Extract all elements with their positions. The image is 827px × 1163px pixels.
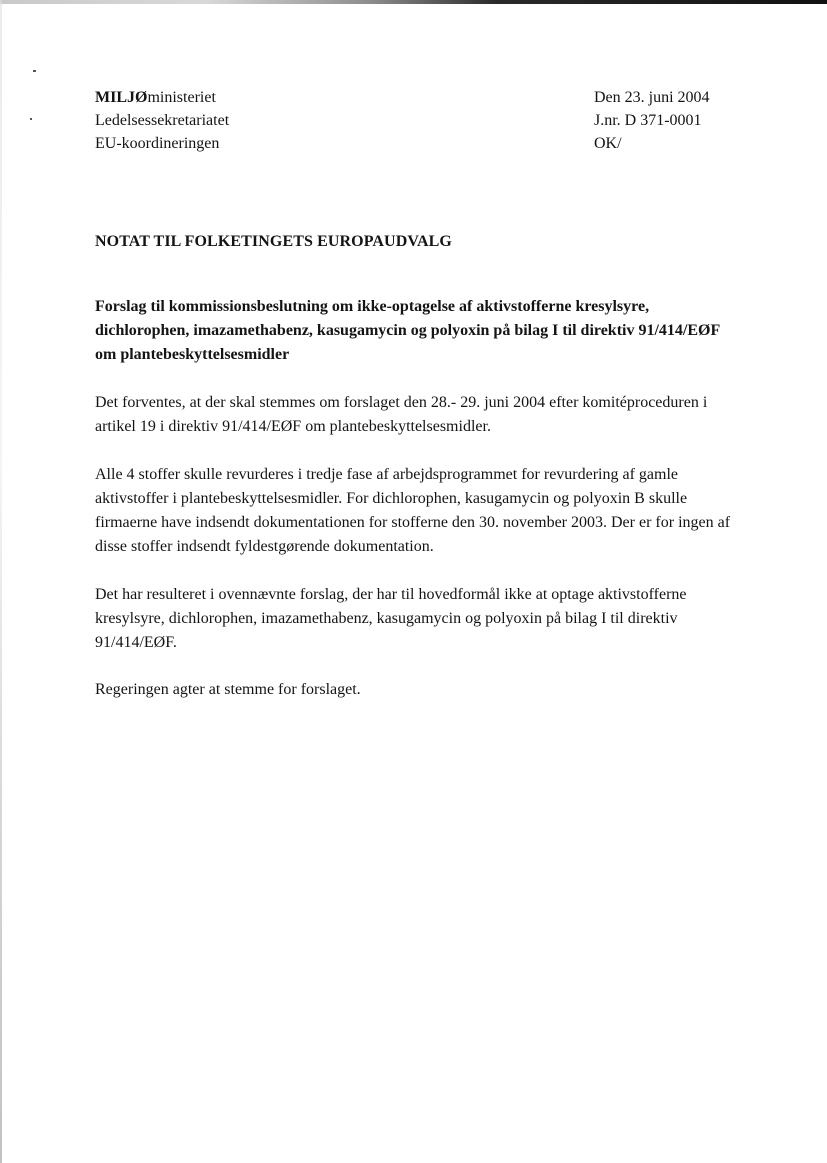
scan-speck [30,118,32,120]
author-initials: OK/ [594,135,622,152]
unit-name: EU-koordineringen [95,135,220,152]
body-paragraph: Regeringen agter at stemme for forslaget. [95,681,361,698]
ministry-name [95,86,229,109]
department-name: Ledelsessekretariatet [95,112,230,129]
sender-block [95,86,229,155]
ministry-name-bold: MILJØ [95,89,148,106]
document-subject: Forslag til kommissionsbeslutning om ikke-optagelse af aktivstofferne kresylsyre, dichlorophen, imazamethabenz, kasugamycin og polyoxin på bilag I til direktiv 91/414/EØF om plantebeskyttelsesmidler [95,298,720,363]
reference-block [594,86,710,155]
scan-edge-left [0,0,2,1163]
journal-number: J.nr. D 371-0001 [594,112,702,129]
ministry-name-rest: ministeriet [147,89,216,106]
body-paragraph: Det forventes, at der skal stemmes om forslaget den 28.- 29. juni 2004 efter komitéproceduren i artikel 19 i direktiv 91/414/EØF om plantebeskyttelsesmidler. [95,394,708,435]
scan-edge-top [0,0,827,4]
document-date: Den 23. juni 2004 [594,89,710,106]
scan-speck [33,70,36,72]
body-paragraph: Alle 4 stoffer skulle revurderes i tredje fase af arbejdsprogrammet for revurdering af gamle aktivstoffer i plantebeskyttelsesmidler. For dichlorophen, kasugamycin og polyoxin B skulle firmaerne have indsendt dokumentationen for stofferne den 30. november 2003. Der er for ingen af disse stoffer indsendt fyldestgørende dokumentation. [95,466,731,555]
document-title: NOTAT TIL FOLKETINGETS EUROPAUDVALG [95,233,452,250]
body-paragraph: Det har resulteret i ovennævnte forslag, der har til hovedformål ikke at optage aktivstofferne kresylsyre, dichlorophen, imazamethabenz, kasugamycin og polyoxin på bilag I til direktiv 91/414/EØF. [95,586,687,651]
